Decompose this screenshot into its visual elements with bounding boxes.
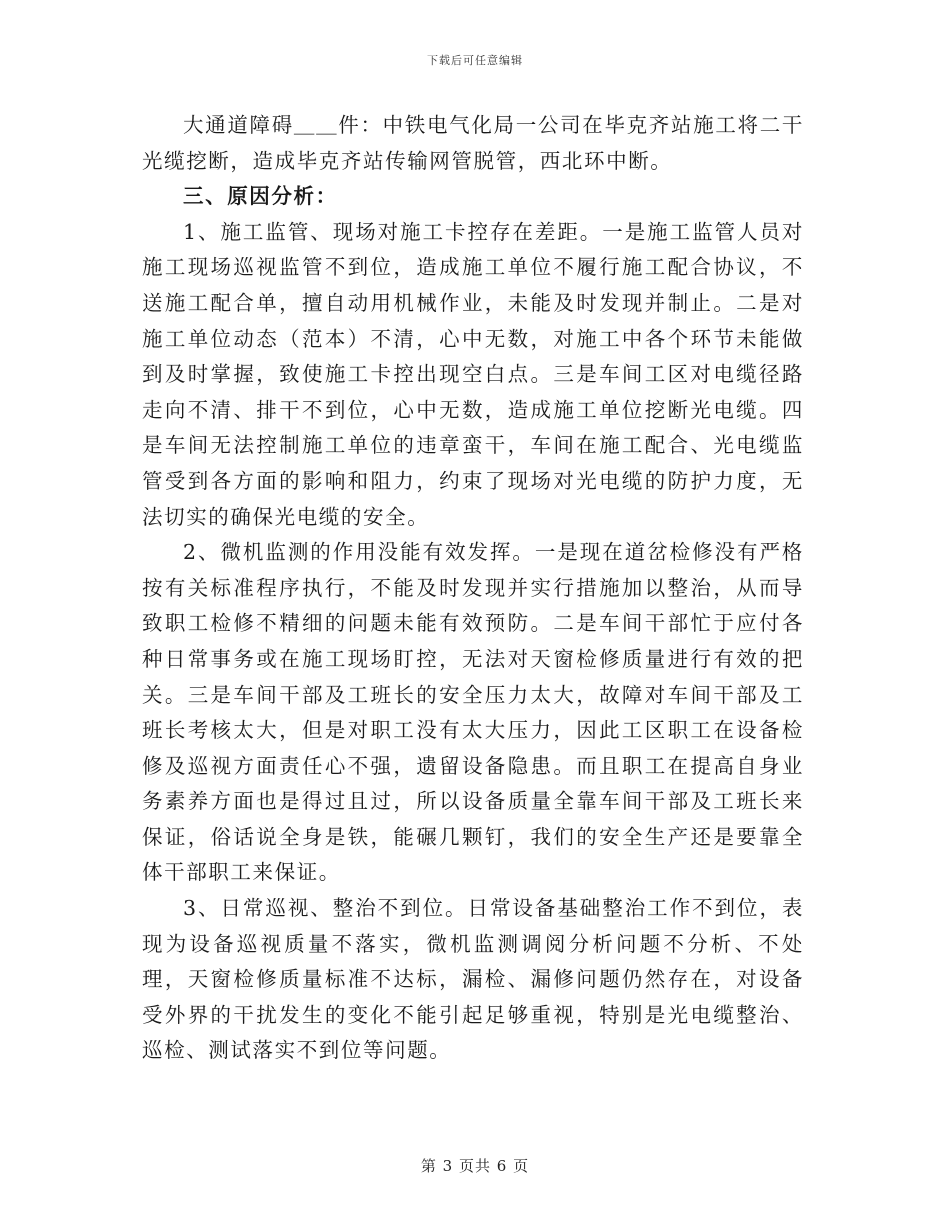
- document-body: [142, 108, 804, 1069]
- section-heading-cause-analysis: 三、原因分析：: [183, 184, 338, 209]
- paragraph-cause-3: 3、日常巡视、整治不到位。日常设备基础整治工作不到位，表现为设备巡视质量不落实，微机监测调阅分析问题不分析、不处理，天窗检修质量标准不达标，漏检、漏修问题仍然存在，对设备受外界的干扰发生的变化不能引起足够重视，特别是光电缆整治、巡检、测试落实不到位等问题。: [142, 896, 804, 1063]
- paragraph-incident: 大通道障碍＿＿件：中铁电气化局一公司在毕克齐站施工将二干光缆挖断，造成毕克齐站传输网管脱管，西北环中断。: [142, 113, 804, 173]
- page-header-note: 下载后可任意编辑: [427, 54, 523, 67]
- page-number: 第 3 页共 6 页: [420, 1157, 530, 1175]
- paragraph-cause-1: 1、施工监管、现场对施工卡控存在差距。一是施工监管人员对施工现场巡视监管不到位，造成施工单位不履行施工配合协议，不送施工配合单，擅自动用机械作业，未能及时发现并制止。二是对施工单位动态（范本）不清，心中无数，对施工中各个环节未能做到及时掌握，致使施工卡控出现空白点。三是车间工区对电缆径路走向不清、排干不到位，心中无数，造成施工单位挖断光电缆。四是车间无法控制施工单位的违章蛮干，车间在施工配合、光电缆监管受到各方面的影响和阻力，约束了现场对光电缆的防护力度，无法切实的确保光电缆的安全。: [142, 219, 804, 529]
- paragraph-cause-2: 2、微机监测的作用没能有效发挥。一是现在道岔检修没有严格按有关标准程序执行，不能及时发现并实行措施加以整治，从而导致职工检修不精细的问题未能有效预防。二是车间干部忙于应付各种日常事务或在施工现场盯控，无法对天窗检修质量进行有效的把关。三是车间干部及工班长的安全压力太大，故障对车间干部及工班长考核太大，但是对职工没有太大压力，因此工区职工在设备检修及巡视方面责任心不强，遗留设备隐患。而且职工在提高自身业务素养方面也是得过且过，所以设备质量全靠车间干部及工班长来保证，俗话说全身是铁，能碾几颗钉，我们的安全生产还是要靠全体干部职工来保证。: [142, 540, 804, 885]
